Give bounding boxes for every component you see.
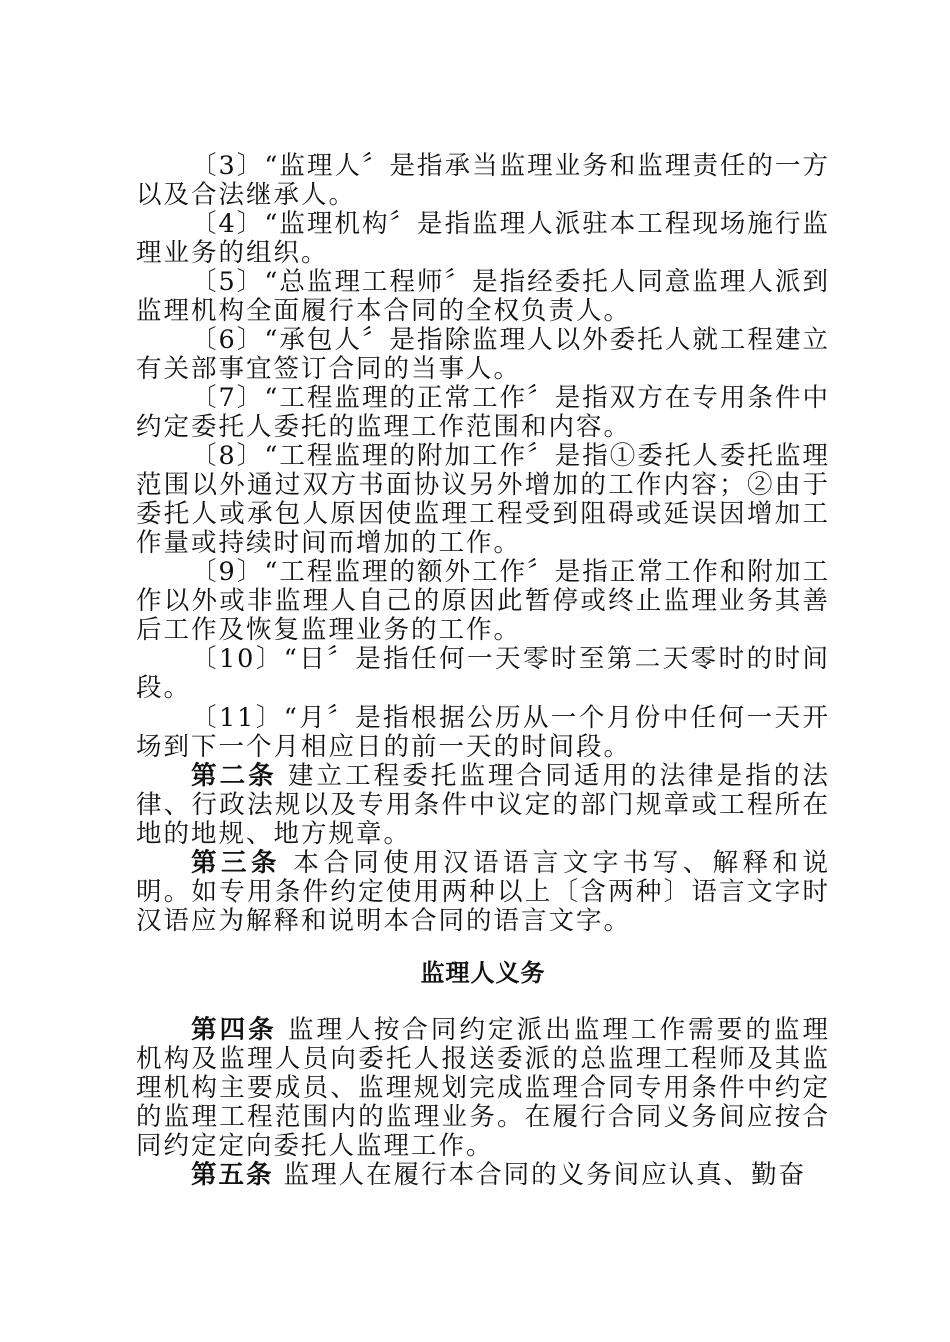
article-5-label: 第五条 [191,1160,274,1190]
definition-6: 〔6〕“承包人〞是指除监理人以外委托人就工程建立有关部事宜签订合同的当事人。 [136,325,830,384]
article-2 [136,762,830,849]
definition-5: 〔5〕“总监理工程师〞是指经委托人同意监理人派到监理机构全面履行本合同的全权负责人。 [136,267,830,326]
article-5-text: 监理人在履行本合同的义务间应认真、勤奋 [283,1160,807,1190]
article-5 [136,1161,830,1190]
article-4 [136,1016,830,1161]
article-2-label: 第二条 [191,761,277,791]
definition-3: 〔3〕“监理人〞是指承当监理业务和监理责任的一方以及合法继承人。 [136,151,830,210]
definition-8: 〔8〕“工程监理的附加工作〞是指①委托人委托监理范围以外通过双方书面协议另外增加的工作内容；②由于委托人或承包人原因使监理工程受到阻碍或延误因增加工作量或持续时间而增加的工作。 [136,441,830,558]
definitions-block [136,152,830,936]
article-3 [136,849,830,936]
article-2-text: 建立工程委托监理合同适用的法律是指的法律、行政法规以及专用条件中议定的部门规章或工程所在地的地规、地方规章。 [136,761,830,849]
obligations-block [136,1016,830,1190]
article-4-label: 第四条 [191,1015,277,1045]
definition-10: 〔10〕“日〞是指任何一天零时至第二天零时的时间段。 [136,644,830,703]
definition-11: 〔11〕“月〞是指根据公历从一个月份中任何一天开场到下一个月相应日的前一天的时间段。 [136,703,830,762]
definition-4: 〔4〕“监理机构〞是指监理人派驻本工程现场施行监理业务的组织。 [136,209,830,268]
definition-9: 〔9〕“工程监理的额外工作〞是指正常工作和附加工作以外或非监理人自己的原因此暂停或终止监理业务其善后工作及恢复监理业务的工作。 [136,557,830,645]
section-heading: 监理人义务 [420,959,546,987]
article-3-label: 第三条 [191,848,281,878]
article-3-text: 本合同使用汉语语言文字书写、解释和说明。如专用条件约定使用两种以上〔含两种〕语言文字时汉语应为解释和说明本合同的语言文字。 [136,848,830,936]
definition-7: 〔7〕“工程监理的正常工作〞是指双方在专用条件中约定委托人委托的监理工作范围和内容。 [136,383,830,442]
article-4-text: 监理人按合同约定派出监理工作需要的监理机构及监理人员向委托人报送委派的总监理工程师及其监理机构主要成员、监理规划完成监理合同专用条件中约定的监理工程范围内的监理业务。在履行合同义务间应按合同约定定向委托人监理工作。 [136,1015,830,1161]
